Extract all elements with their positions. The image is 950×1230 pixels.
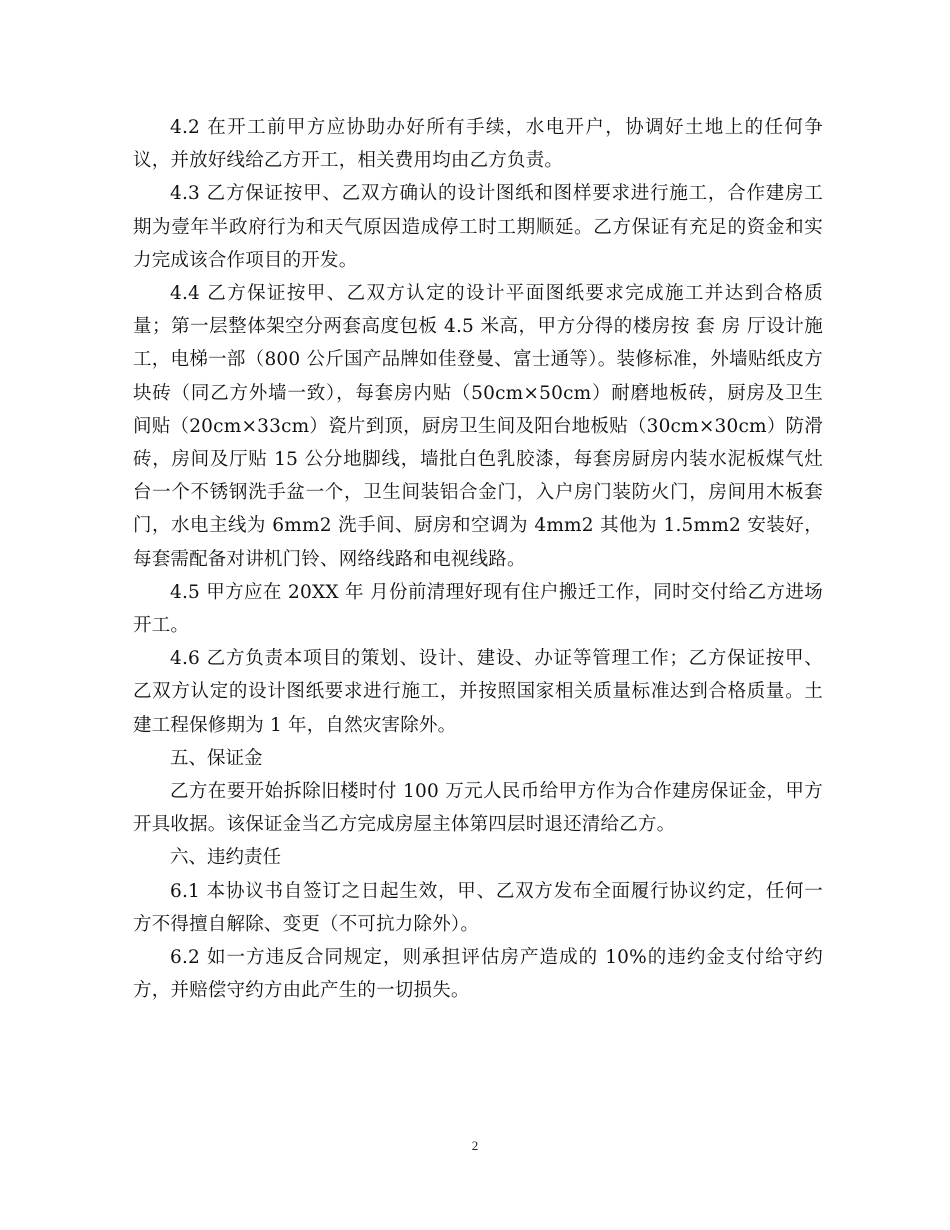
clause-deposit: 乙方在要开始拆除旧楼时付 100 万元人民币给甲方作为合作建房保证金，甲方开具收据。该保证金当乙方完成房屋主体第四层时退还清给乙方。 [133, 781, 823, 836]
clause-4-4: 4.4 乙方保证按甲、乙双方认定的设计平面图纸要求完成施工并达到合格质量；第一层整体架空分两套高度包板 4.5 米高，甲方分得的楼房按 套 房 厅设计施工，电梯一部（800 公斤国产品牌如佳登曼、富士通等）。装修标准，外墙贴纸皮方块砖（同乙方外墙一致），每套房内贴（50cm×50cm）耐磨地板砖，厨房及卫生间贴（20cm×33cm）瓷片到顶，厨房卫生间及阳台地板贴（30cm×30cm）防滑砖，房间及厅贴 15 公分地脚线，墙批白色乳胶漆，每套房厨房内装水泥板煤气灶台一个不锈钢洗手盆一个，卫生间装铝合金门，入户房门装防火门，房间用木板套门，水电主线为 6mm2 洗手间、厨房和空调为 4mm2 其他为 1.5mm2 安装好，每套需配备对讲机门铃、网络线路和电视线路。 [133, 283, 823, 570]
clause-4-3: 4.3 乙方保证按甲、乙双方确认的设计图纸和图样要求进行施工，合作建房工期为壹年半政府行为和天气原因造成停工时工期顺延。乙方保证有充足的资金和实力完成该合作项目的开发。 [133, 183, 823, 271]
clause-4-2: 4.2 在开工前甲方应协助办好所有手续，水电开户，协调好土地上的任何争议，并放好线给乙方开工，相关费用均由乙方负责。 [133, 117, 823, 172]
document-body [133, 111, 823, 1007]
section-heading-breach: 六、违约责任 [170, 847, 282, 869]
section-heading-deposit: 五、保证金 [170, 747, 263, 769]
clause-6-2: 6.2 如一方违反合同规定，则承担评估房产造成的 10%的违约金支付给守约方，并赔偿守约方由此产生的一切损失。 [133, 947, 823, 1002]
clause-4-5: 4.5 甲方应在 20XX 年 月份前清理好现有住户搬迁工作，同时交付给乙方进场开工。 [133, 581, 823, 637]
page-number: 2 [471, 1138, 479, 1153]
clause-6-1: 6.1 本协议书自签订之日起生效，甲、乙双方发布全面履行协议约定，任何一方不得擅自解除、变更（不可抗力除外）。 [133, 880, 823, 935]
clause-4-6: 4.6 乙方负责本项目的策划、设计、建设、办证等管理工作；乙方保证按甲、乙双方认定的设计图纸要求进行施工，并按照国家相关质量标准达到合格质量。土建工程保修期为 1 年，自然灾害除外。 [133, 648, 823, 736]
